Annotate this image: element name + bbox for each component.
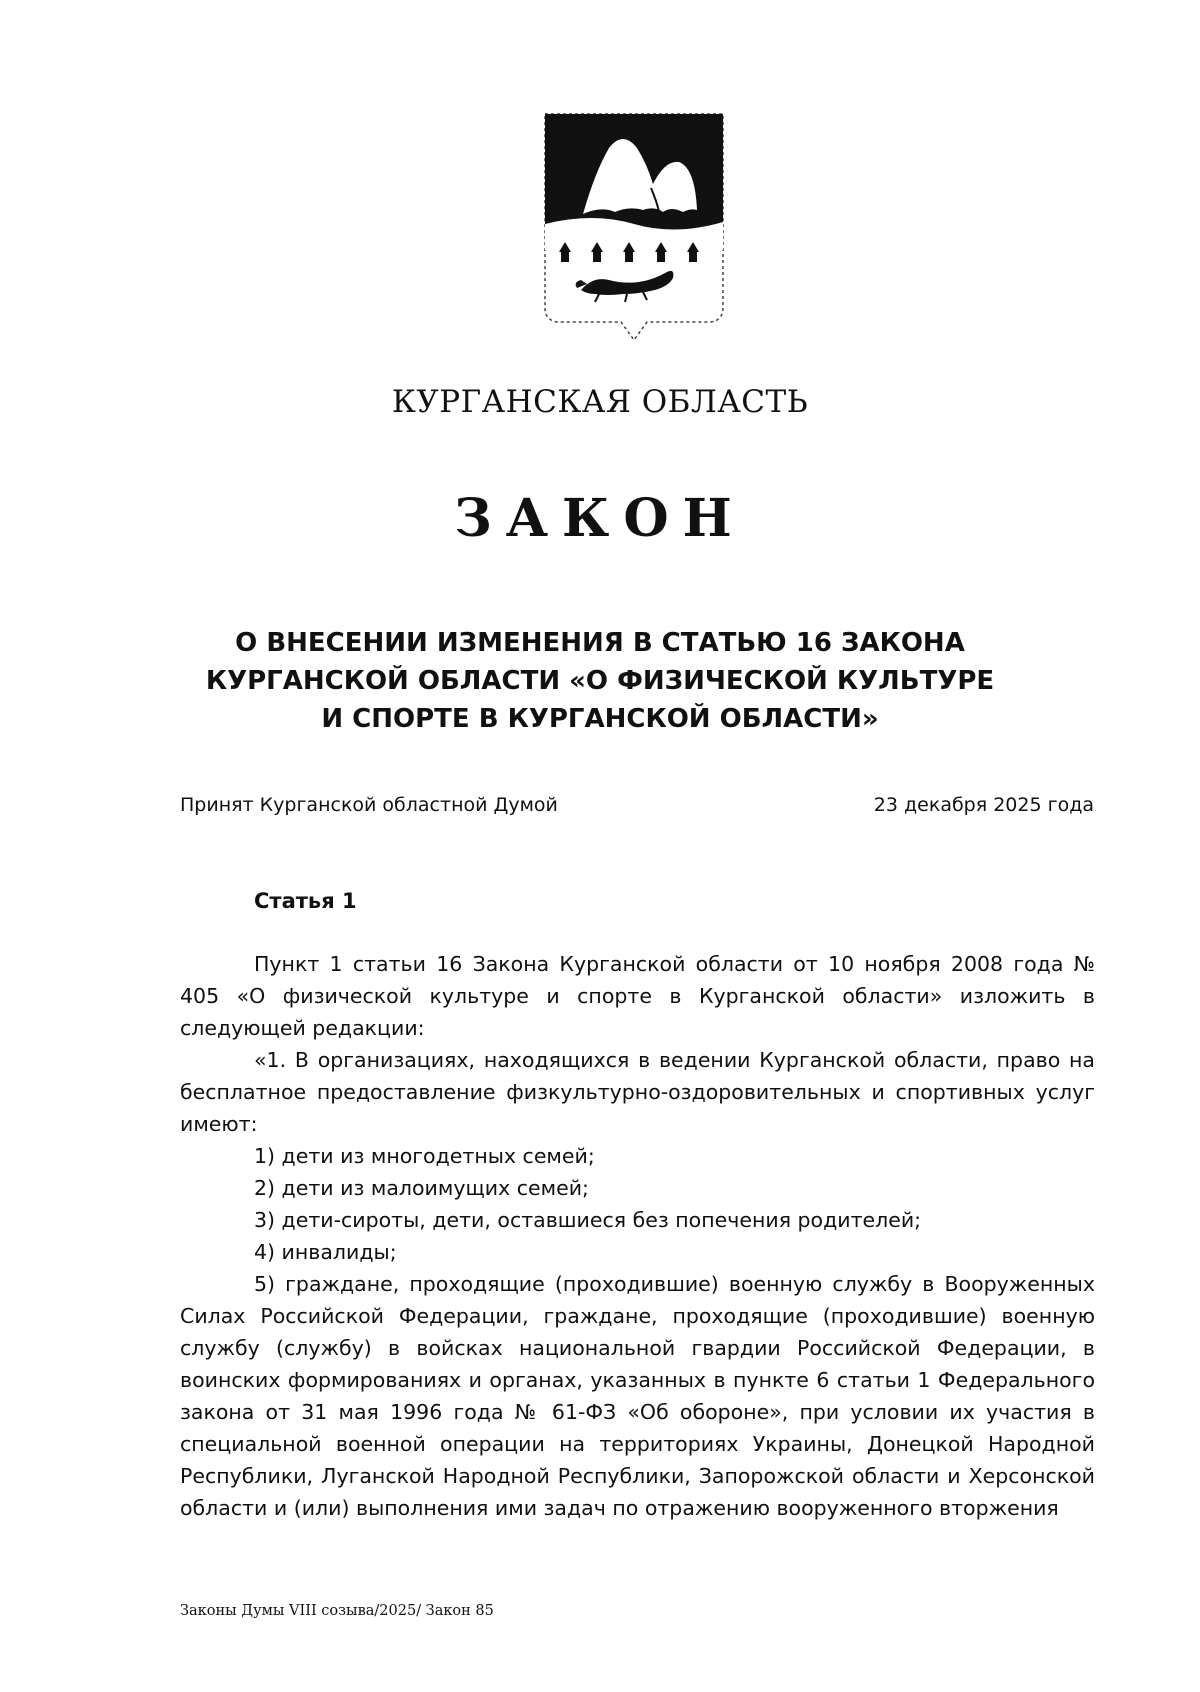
article-heading: Статья 1: [254, 889, 357, 913]
law-title: [100, 624, 1100, 738]
article-body: [180, 948, 1095, 1524]
list-item: 5) граждане, проходящие (проходившие) военную службу в Вооруженных Силах Российской Федерации, граждане, проходящие (проходившие) военную службу (службу) в войсках национальной гвардии Российской Федерации, в воинских формированиях и органах, указанных в пункте 6 статьи 1 Федерального закона от 31 мая 1996 года № 61-ФЗ «Об обороне», при условии их участия в специальной военной операции на территориях Украины, Донецкой Народной Республики, Луганской Народной Республики, Запорожской области и Херсонской области и (или) выполнения ими задач по отражению вооруженного вторжения: [180, 1272, 1095, 1520]
adoption-date: 23 декабря 2025 года: [873, 794, 1094, 816]
paragraph: Пункт 1 статьи 16 Закона Курганской области от 10 ноября 2008 года № 405 «О физической культуре и спорте в Курганской области» изложить в следующей редакции:: [180, 952, 1095, 1040]
title-line: О ВНЕСЕНИИ ИЗМЕНЕНИЯ В СТАТЬЮ 16 ЗАКОНА: [235, 628, 965, 658]
paragraph: «1. В организациях, находящихся в ведении Курганской области, право на бесплатное предоставление физкультурно-оздоровительных и спортивных услуг имеют:: [180, 1048, 1095, 1136]
document-type: ЗАКОН: [454, 488, 746, 549]
adopted-by: Принят Курганской областной Думой: [180, 794, 558, 816]
list-item: 1) дети из многодетных семей;: [254, 1144, 595, 1168]
title-line: КУРГАНСКОЙ ОБЛАСТИ «О ФИЗИЧЕСКОЙ КУЛЬТУРЕ: [205, 666, 995, 696]
footer-reference: Законы Думы VIII созыва/2025/ Закон 85: [180, 1603, 494, 1619]
list-item: 3) дети-сироты, дети, оставшиеся без попечения родителей;: [254, 1208, 922, 1232]
list-item: 2) дети из малоимущих семей;: [254, 1176, 589, 1200]
coat-of-arms-icon: [543, 112, 725, 348]
region-name: КУРГАНСКАЯ ОБЛАСТЬ: [391, 384, 809, 420]
list-item: 4) инвалиды;: [254, 1240, 397, 1264]
title-line: И СПОРТЕ В КУРГАНСКОЙ ОБЛАСТИ»: [321, 704, 879, 734]
